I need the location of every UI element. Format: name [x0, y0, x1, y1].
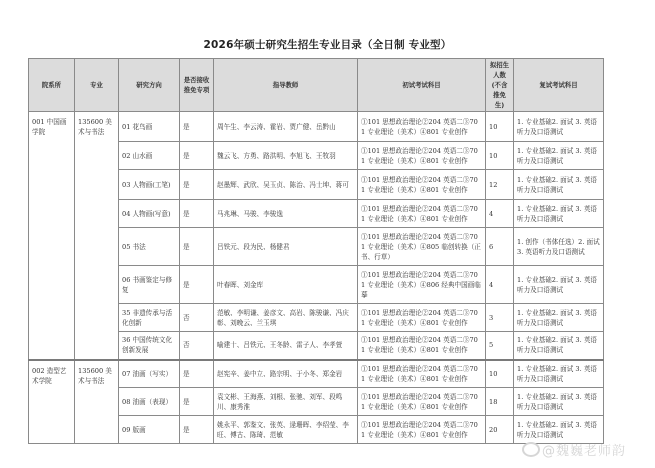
retest-cell: 1. 专业基础2. 面试 3. 英语听力及口语测试 [514, 266, 604, 304]
advisors-cell: 范敏、李明谦、姜彦文、高岩、陈骏谦、冯庆彰、刘晚云、兰玉琪 [214, 304, 358, 332]
direction-cell: 06 书画鉴定与修复 [119, 266, 180, 304]
header-accept-exempt: 是否接收推免专项 [180, 59, 214, 112]
initial-exam-cell: ①101 思想政治理论②204 英语二③701 专业理论（美术）④801 专业创作 [358, 360, 486, 388]
weibo-logo-icon [522, 442, 540, 457]
accept-exempt-cell: 是 [180, 200, 214, 228]
advisors-cell: 姚永平、郭鉴文、张英、逯珊晖、李绍莹、李旺、傅古、陈琦、范敏 [214, 416, 358, 444]
initial-exam-cell: ①101 思想政治理论②204 英语二③701 专业理论（美术）④801 专业创作 [358, 142, 486, 170]
retest-cell: 1. 专业基础2. 面试 3. 英语听力及口语测试 [514, 304, 604, 332]
quota-cell: 3 [486, 304, 514, 332]
advisors-cell: 马兆琳、马骏、李骏逸 [214, 200, 358, 228]
initial-exam-cell: ①101 思想政治理论②204 英语二③701 专业理论（美术）④801 专业创作 [358, 388, 486, 416]
retest-cell: 1. 创作（书体任选）2. 面试 3. 英语听力及口语测试 [514, 228, 604, 266]
header-initial-exam: 初试考试科目 [358, 59, 486, 112]
header-advisors: 指导教师 [214, 59, 358, 112]
header-major: 专业 [75, 59, 119, 112]
direction-cell: 36 中国传统文化创新发展 [119, 332, 180, 360]
header-retest: 复试考试科目 [514, 59, 604, 112]
header-department: 院系所 [29, 59, 75, 112]
accept-exempt-cell: 是 [180, 266, 214, 304]
advisors-cell: 魏云飞、方勇、路洪明、李旭飞、王牧羽 [214, 142, 358, 170]
watermark-text: @魏巍老师韵 [542, 444, 627, 459]
advisors-cell: 喻建十、吕铁元、王冬龄、雷子人、李孝萱 [214, 332, 358, 360]
table-header-row [29, 59, 604, 112]
major-catalog-table [28, 58, 604, 444]
table-row [29, 360, 604, 388]
direction-cell: 08 油画（表现） [119, 388, 180, 416]
initial-exam-cell: ①101 思想政治理论②204 英语二③701 专业理论（美术）④801 专业创作 [358, 170, 486, 200]
quota-cell: 5 [486, 332, 514, 360]
initial-exam-cell: ①101 思想政治理论②204 英语二③701 专业理论（美术）④801 专业创作 [358, 332, 486, 360]
department-cell: 001 中国画学院 [29, 112, 75, 360]
direction-cell: 05 书法 [119, 228, 180, 266]
quota-cell: 18 [486, 388, 514, 416]
accept-exempt-cell: 是 [180, 360, 214, 388]
header-quota: 拟招生人数(不含推免生) [486, 59, 514, 112]
retest-cell: 1. 专业基础2. 面试 3. 英语听力及口语测试 [514, 332, 604, 360]
quota-cell: 10 [486, 112, 514, 142]
accept-exempt-cell: 是 [180, 388, 214, 416]
table-row [29, 112, 604, 142]
retest-cell: 1. 专业基础2. 面试 3. 英语听力及口语测试 [514, 142, 604, 170]
retest-cell: 1. 专业基础2. 面试 3. 英语听力及口语测试 [514, 112, 604, 142]
department-cell: 002 造型艺术学院 [29, 360, 75, 444]
advisors-cell: 叶春晖、刘金库 [214, 266, 358, 304]
accept-exempt-cell: 是 [180, 228, 214, 266]
quota-cell: 20 [486, 416, 514, 444]
major-cell: 135600 美术与书法 [75, 112, 119, 360]
advisors-cell: 赵墨辉、武欣、吴玉贞、陈治、冯士坤、蒋可 [214, 170, 358, 200]
accept-exempt-cell: 是 [180, 416, 214, 444]
initial-exam-cell: ①101 思想政治理论②204 英语二③701 专业理论（美术）④806 经典中国画临摹 [358, 266, 486, 304]
retest-cell: 1. 专业基础2. 面试 3. 英语听力及口语测试 [514, 416, 604, 444]
direction-cell: 04 人物画(写意) [119, 200, 180, 228]
retest-cell: 1. 专业基础2. 面试 3. 英语听力及口语测试 [514, 170, 604, 200]
quota-cell: 10 [486, 142, 514, 170]
initial-exam-cell: ①101 思想政治理论②204 英语二③701 专业理论（美术）④801 专业创作 [358, 416, 486, 444]
retest-cell: 1. 专业基础2. 面试 3. 英语听力及口语测试 [514, 360, 604, 388]
document-title: 2026年硕士研究生招生专业目录（全日制 专业型） [203, 39, 452, 51]
direction-cell: 03 人物画(工笔) [119, 170, 180, 200]
initial-exam-cell: ①101 思想政治理论②204 英语二③701 专业理论（美术）④801 专业创作 [358, 200, 486, 228]
retest-cell: 1. 专业基础2. 面试 3. 英语听力及口语测试 [514, 388, 604, 416]
quota-cell: 12 [486, 170, 514, 200]
initial-exam-cell: ①101 思想政治理论②204 英语二③701 专业理论（美术）④801 专业创作 [358, 112, 486, 142]
quota-cell: 10 [486, 360, 514, 388]
retest-cell: 1. 专业基础2. 面试 3. 英语听力及口语测试 [514, 200, 604, 228]
advisors-cell: 袁文彬、王海燕、刘根、张驰、刘军、段鸣川、康秀淮 [214, 388, 358, 416]
direction-cell: 02 山水画 [119, 142, 180, 170]
advisors-cell: 吕铁元、段为民、杨健君 [214, 228, 358, 266]
watermark [522, 440, 626, 459]
direction-cell: 35 非遗传承与活化创新 [119, 304, 180, 332]
accept-exempt-cell: 是 [180, 112, 214, 142]
quota-cell: 4 [486, 266, 514, 304]
advisors-cell: 赵宪辛、姜中立、路宗明、于小冬、郑金岩 [214, 360, 358, 388]
direction-cell: 07 油画（写实） [119, 360, 180, 388]
initial-exam-cell: ①101 思想政治理论②204 英语二③701 专业理论（美术）④801 专业创作 [358, 304, 486, 332]
accept-exempt-cell: 是 [180, 142, 214, 170]
initial-exam-cell: ①101 思想政治理论②204 英语二③701 专业理论（美术）④805 临创转换（正书、行草） [358, 228, 486, 266]
quota-cell: 4 [486, 200, 514, 228]
header-direction: 研究方向 [119, 59, 180, 112]
major-cell: 135600 美术与书法 [75, 360, 119, 444]
direction-cell: 01 花鸟画 [119, 112, 180, 142]
advisors-cell: 周午生、李云涛、霍岩、贾广健、岳黔山 [214, 112, 358, 142]
accept-exempt-cell: 否 [180, 332, 214, 360]
direction-cell: 09 版画 [119, 416, 180, 444]
accept-exempt-cell: 是 [180, 170, 214, 200]
accept-exempt-cell: 否 [180, 304, 214, 332]
quota-cell: 6 [486, 228, 514, 266]
